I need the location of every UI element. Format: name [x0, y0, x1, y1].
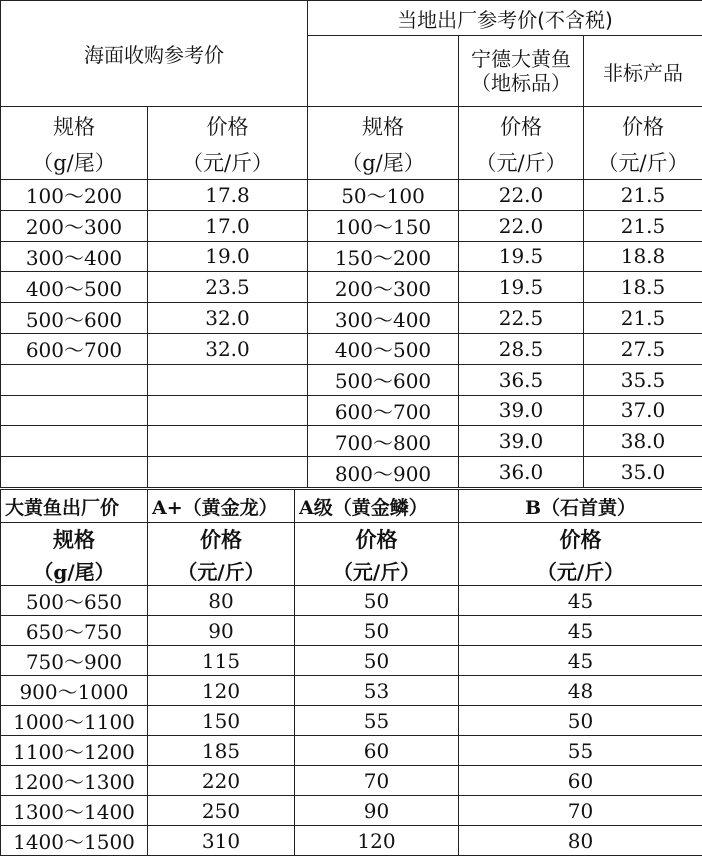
cell: 23.5	[148, 272, 308, 303]
cell: 1300～1400	[1, 796, 148, 826]
spec-unit: （g/尾）	[1, 144, 148, 180]
cell: 310	[148, 826, 295, 856]
price-unit: （元/斤）	[459, 555, 702, 586]
cell: 185	[148, 736, 295, 766]
cell: 500～600	[1, 303, 148, 334]
factory-price-title: 大黄鱼出厂价	[1, 490, 148, 523]
price-unit: （元/斤）	[148, 555, 295, 586]
cell: 17.8	[148, 180, 308, 211]
cell: 48	[459, 676, 702, 706]
cell: 50	[295, 616, 459, 646]
factory-price-title: 当地出厂参考价(不含税)	[308, 1, 702, 36]
cell: 60	[459, 766, 702, 796]
price-unit: （元/斤）	[584, 144, 702, 180]
cell: 50	[295, 586, 459, 616]
cell: 120	[295, 826, 459, 856]
cell: 600～700	[1, 333, 148, 364]
table-row	[1, 796, 702, 826]
table-row	[1, 364, 702, 395]
cell: 115	[148, 646, 295, 676]
table-row	[1, 272, 702, 303]
spec-header: 规格	[1, 107, 148, 145]
cell: 90	[148, 616, 295, 646]
blank-cell	[308, 36, 459, 107]
cell: 220	[148, 766, 295, 796]
cell: 1200～1300	[1, 766, 148, 796]
cell: 21.5	[584, 210, 702, 241]
cell: 18.5	[584, 272, 702, 303]
cell	[1, 457, 148, 488]
cell: 150～200	[308, 241, 459, 272]
cell	[1, 364, 148, 395]
cell: 500～600	[308, 364, 459, 395]
price-unit: （元/斤）	[459, 144, 584, 180]
cell: 250	[148, 796, 295, 826]
table-row	[1, 241, 702, 272]
cell: 50	[459, 706, 702, 736]
cell: 90	[295, 796, 459, 826]
table-row	[1, 210, 702, 241]
table-row	[1, 303, 702, 334]
price-unit: （元/斤）	[148, 144, 308, 180]
table-row	[1, 766, 702, 796]
cell: 55	[459, 736, 702, 766]
cell: 39.0	[459, 395, 584, 426]
cell: 750～900	[1, 646, 148, 676]
cell: 39.0	[459, 426, 584, 457]
cell: 70	[295, 766, 459, 796]
cell: 100～150	[308, 210, 459, 241]
cell: 35.0	[584, 457, 702, 488]
table-row	[1, 616, 702, 646]
cell: 150	[148, 706, 295, 736]
price-header: 价格	[459, 523, 702, 556]
cell	[148, 364, 308, 395]
cell: 120	[148, 676, 295, 706]
cell: 200～300	[308, 272, 459, 303]
cell	[148, 457, 308, 488]
table-row	[1, 736, 702, 766]
table-row	[1, 586, 702, 616]
cell: 22.0	[459, 180, 584, 211]
cell: 19.5	[459, 241, 584, 272]
table-row	[1, 676, 702, 706]
ningde-yellow-croaker-header: 宁德大黄鱼（地标品）	[459, 36, 584, 107]
table-row	[1, 426, 702, 457]
cell: 19.0	[148, 241, 308, 272]
spec-header: 规格	[1, 523, 148, 556]
cell: 900～1000	[1, 676, 148, 706]
cell: 300～400	[308, 303, 459, 334]
cell: 27.5	[584, 333, 702, 364]
cell	[148, 426, 308, 457]
grade-a-header: A级（黄金鳞）	[295, 490, 459, 523]
cell: 55	[295, 706, 459, 736]
cell: 300～400	[1, 241, 148, 272]
cell: 22.5	[459, 303, 584, 334]
cell: 200～300	[1, 210, 148, 241]
cell: 19.5	[459, 272, 584, 303]
cell: 36.5	[459, 364, 584, 395]
cell: 1100～1200	[1, 736, 148, 766]
price-unit: （元/斤）	[295, 555, 459, 586]
cell: 600～700	[308, 395, 459, 426]
price-header: 价格	[295, 523, 459, 556]
price-header: 价格	[584, 107, 702, 145]
cell: 50～100	[308, 180, 459, 211]
cell: 800～900	[308, 457, 459, 488]
cell: 45	[459, 646, 702, 676]
cell: 32.0	[148, 303, 308, 334]
sea-purchase-title: 海面收购参考价	[1, 1, 308, 107]
cell: 45	[459, 616, 702, 646]
table-row	[1, 395, 702, 426]
cell: 37.0	[584, 395, 702, 426]
non-standard-header: 非标产品	[584, 36, 702, 107]
cell: 60	[295, 736, 459, 766]
cell: 32.0	[148, 333, 308, 364]
cell: 650～750	[1, 616, 148, 646]
cell: 38.0	[584, 426, 702, 457]
cell: 400～500	[308, 333, 459, 364]
cell: 70	[459, 796, 702, 826]
cell: 28.5	[459, 333, 584, 364]
grade-a-plus-header: A+（黄金龙）	[148, 490, 295, 523]
cell: 1000～1100	[1, 706, 148, 736]
grade-b-header: B（石首黄）	[459, 490, 702, 523]
cell: 80	[459, 826, 702, 856]
cell	[1, 395, 148, 426]
table-row	[1, 180, 702, 211]
spec-unit: （g/尾）	[1, 555, 148, 586]
price-header: 价格	[148, 107, 308, 145]
spec-header: 规格	[308, 107, 459, 145]
spec-unit: （g/尾）	[308, 144, 459, 180]
cell: 21.5	[584, 180, 702, 211]
yellow-croaker-factory-price-table	[0, 489, 702, 856]
table-row	[1, 826, 702, 856]
cell: 17.0	[148, 210, 308, 241]
cell	[148, 395, 308, 426]
table-row	[1, 646, 702, 676]
cell: 80	[148, 586, 295, 616]
table-row	[1, 706, 702, 736]
cell: 18.8	[584, 241, 702, 272]
cell: 700～800	[308, 426, 459, 457]
cell: 36.0	[459, 457, 584, 488]
price-header: 价格	[148, 523, 295, 556]
table-row	[1, 333, 702, 364]
cell: 500～650	[1, 586, 148, 616]
cell: 50	[295, 646, 459, 676]
price-header: 价格	[459, 107, 584, 145]
cell	[1, 426, 148, 457]
cell: 35.5	[584, 364, 702, 395]
table-row	[1, 457, 702, 488]
cell: 45	[459, 586, 702, 616]
cell: 21.5	[584, 303, 702, 334]
cell: 100～200	[1, 180, 148, 211]
cell: 53	[295, 676, 459, 706]
cell: 400～500	[1, 272, 148, 303]
cell: 22.0	[459, 210, 584, 241]
cell: 1400～1500	[1, 826, 148, 856]
